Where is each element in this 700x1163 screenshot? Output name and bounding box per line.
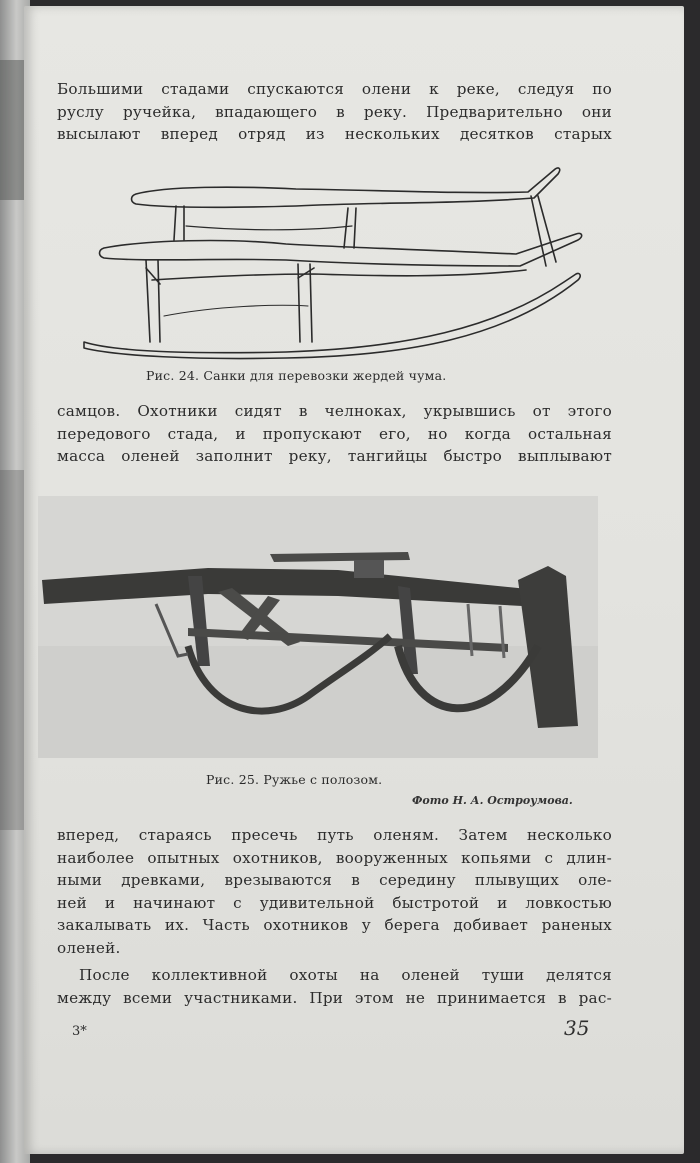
figure-25-caption: Рис. 25. Ружье с полозом. [206, 772, 383, 787]
paragraph-4 [57, 964, 612, 1009]
figure-24-caption: Рис. 24. Санки для перевозки жердей чума. [146, 368, 447, 383]
text-line: вперед, стараясь пресечь путь оленям. Затем несколько [57, 826, 612, 844]
text-line: После коллективной охоты на оленей туши делятся [79, 966, 612, 984]
paragraph-2 [57, 400, 612, 468]
left-page-illustration-fragment [0, 60, 24, 200]
text-line: между всеми участниками. При этом не принимается в рас- [57, 988, 612, 1007]
left-page-photo-fragment [0, 470, 24, 830]
figure-25-photo-credit: Фото Н. А. Остроумова. [412, 794, 573, 807]
text-line: наиболее опытных охотников, вооруженных копьями с длин- [57, 848, 612, 867]
book-page [24, 6, 684, 1154]
text-line: самцов. Охотники сидят в челноках, укрывшись от этого [57, 402, 612, 420]
sled-illustration-icon [76, 156, 588, 361]
text-line: высылают вперед отряд из нескольких десятков старых [57, 125, 612, 143]
signature-mark: 3* [72, 1024, 87, 1039]
page-number: 35 [564, 1016, 590, 1040]
paragraph-1 [57, 78, 612, 146]
paragraph-3 [57, 824, 612, 959]
text-line: ными древками, врезываются в середину плывущих оле- [57, 871, 612, 889]
text-line: Большими стадами спускаются олени к реке, следуя по [57, 80, 612, 98]
text-line: ней и начинают с удивительной быстротой и ловкостью [57, 893, 612, 912]
text-line: передового стада, и пропускают его, но когда остальная [57, 424, 612, 443]
gun-sled-photo-icon [38, 496, 598, 758]
text-line: закалывать их. Часть охотников у берега добивает раненых [57, 916, 612, 934]
text-line: руслу ручейка, впадающего в реку. Предварительно они [57, 102, 612, 121]
text-line: масса оленей заполнит реку, тангийцы быстро выплывают [57, 447, 612, 465]
text-line: оленей. [57, 938, 121, 957]
